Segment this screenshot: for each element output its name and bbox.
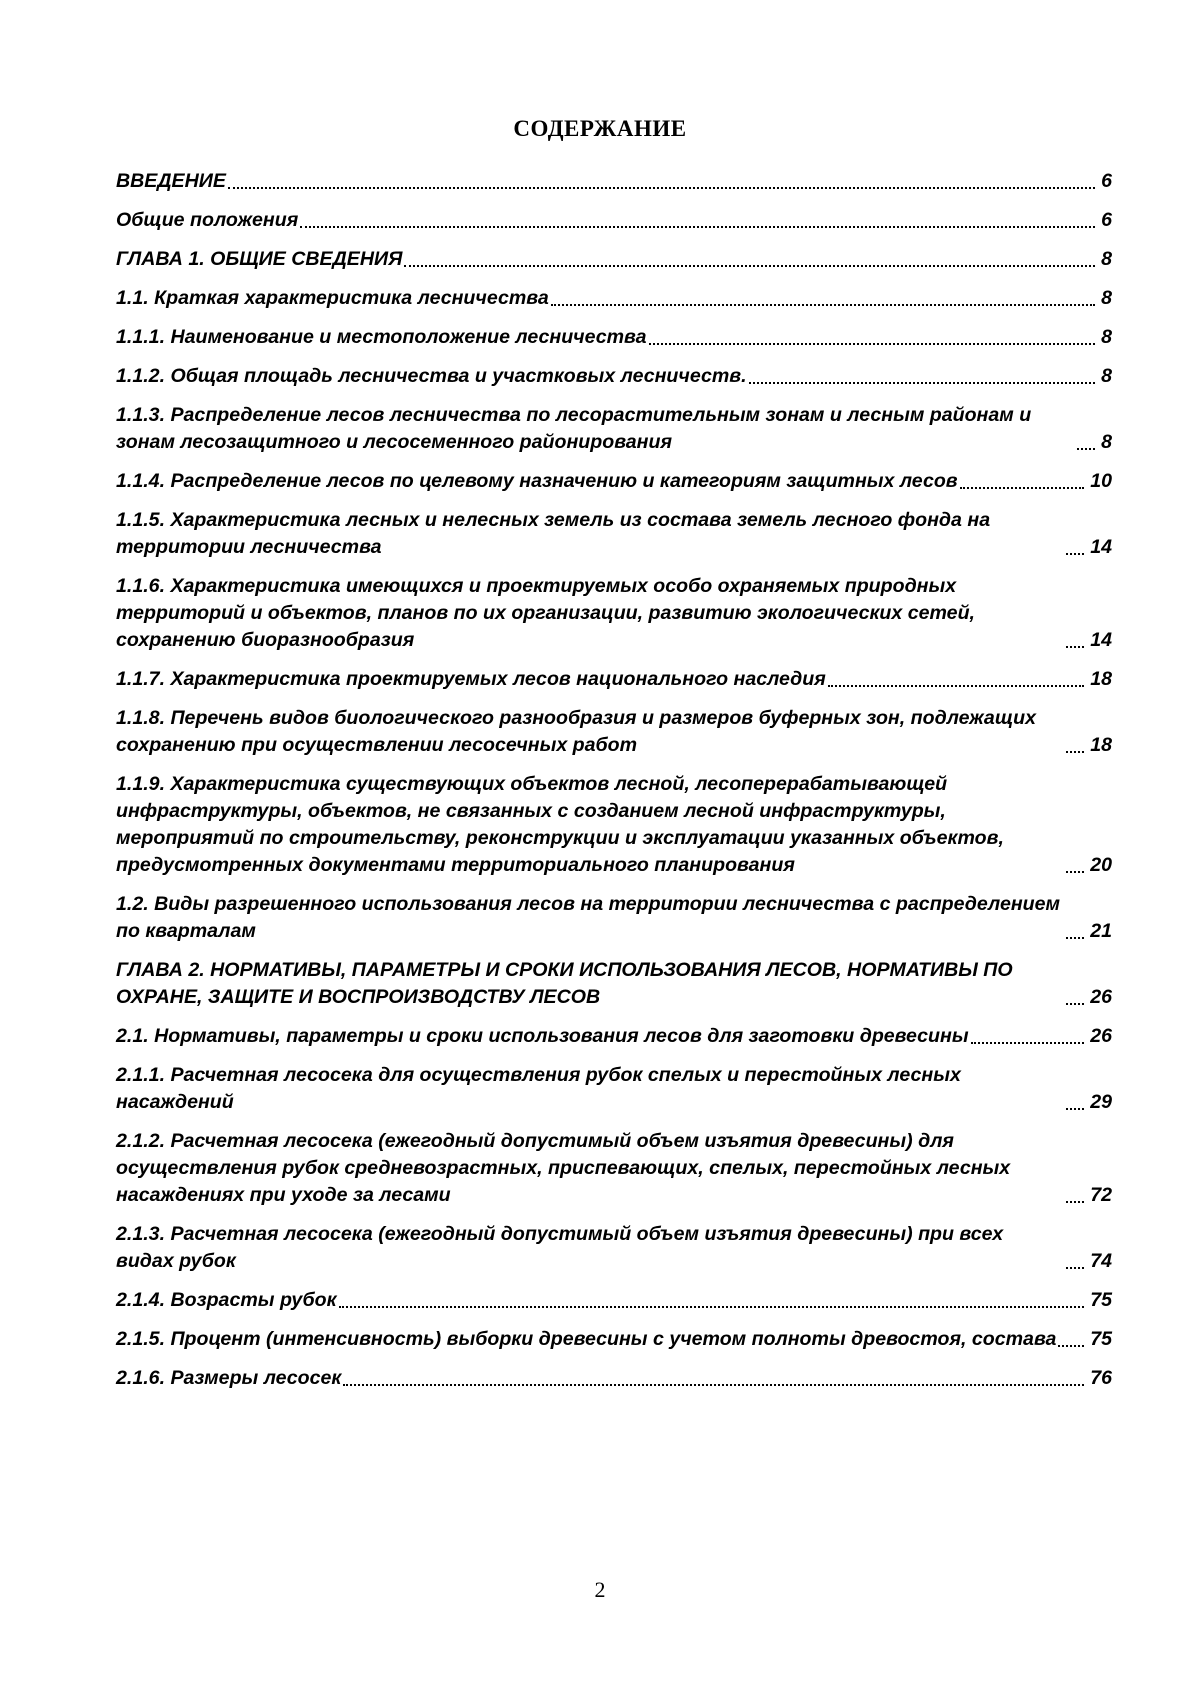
toc-entry[interactable]: [116, 207, 1112, 234]
toc-entry-page: 75: [1090, 1289, 1112, 1311]
toc-entry[interactable]: [116, 1023, 1112, 1050]
toc-entry-text: 1.1.3. Распределение лесов лесничества по лесорастительным зонам и лесным районам и зонам лесозащитного и лесосеменного районирования: [116, 404, 1032, 453]
toc-dot-leader: [1066, 1003, 1084, 1005]
toc-dot-leader: [1066, 553, 1084, 555]
toc-entry[interactable]: [116, 705, 1112, 759]
toc-entry[interactable]: [116, 285, 1112, 312]
toc-entry-text: 1.1. Краткая характеристика лесничества: [116, 287, 549, 309]
toc-entry-text: 1.1.8. Перечень видов биологического разнообразия и размеров буферных зон, подлежащих сохранению при осуществлении лесосечных работ: [116, 707, 1037, 756]
toc-entry-page: 6: [1101, 209, 1112, 231]
toc-entry[interactable]: [116, 1365, 1112, 1392]
table-of-contents: [116, 168, 1112, 1392]
toc-entry[interactable]: [116, 468, 1112, 495]
toc-dot-leader: [1066, 937, 1084, 939]
toc-entry[interactable]: [116, 1326, 1112, 1353]
toc-dot-leader: [1066, 1201, 1084, 1203]
toc-entry-text: 2.1.4. Возрасты рубок: [116, 1289, 337, 1311]
toc-entry-page: 72: [1090, 1184, 1112, 1206]
toc-dot-leader: [1066, 871, 1084, 873]
toc-dot-leader: [300, 226, 1095, 228]
toc-entry-page: 76: [1090, 1367, 1112, 1389]
toc-entry-page: 8: [1101, 248, 1112, 270]
toc-entry-text: 1.2. Виды разрешенного использования лесов на территории лесничества с распределением по кварталам: [116, 893, 1061, 942]
toc-entry[interactable]: [116, 363, 1112, 390]
toc-entry-text: Общие положения: [116, 209, 299, 231]
toc-entry-page: 26: [1090, 1025, 1112, 1047]
toc-dot-leader: [1066, 751, 1084, 753]
toc-entry-page: 14: [1090, 629, 1112, 651]
toc-entry-text: ГЛАВА 2. НОРМАТИВЫ, ПАРАМЕТРЫ И СРОКИ ИСПОЛЬЗОВАНИЯ ЛЕСОВ, НОРМАТИВЫ ПО ОХРАНЕ, ЗАЩИТЕ И ВОСПРОИЗВОДСТВУ ЛЕСОВ: [116, 959, 1013, 1008]
toc-entry[interactable]: [116, 1128, 1112, 1209]
toc-dot-leader: [404, 265, 1095, 267]
toc-entry-page: 21: [1090, 920, 1112, 942]
toc-entry-page: 29: [1090, 1091, 1112, 1113]
toc-entry-page: 8: [1101, 287, 1112, 309]
toc-entry[interactable]: [116, 771, 1112, 879]
toc-entry-page: 14: [1090, 536, 1112, 558]
toc-entry[interactable]: [116, 891, 1112, 945]
toc-entry-page: 20: [1090, 854, 1112, 876]
toc-entry-page: 18: [1090, 734, 1112, 756]
toc-entry-page: 6: [1101, 170, 1112, 192]
toc-entry-text: ГЛАВА 1. ОБЩИЕ СВЕДЕНИЯ: [116, 248, 403, 270]
toc-entry-text: 1.1.5. Характеристика лесных и нелесных земель из состава земель лесного фонда на территории лесничества: [116, 509, 991, 558]
toc-entry[interactable]: [116, 957, 1112, 1011]
toc-entry-page: 8: [1101, 365, 1112, 387]
toc-entry[interactable]: [116, 666, 1112, 693]
toc-entry[interactable]: [116, 168, 1112, 195]
toc-dot-leader: [1077, 448, 1095, 450]
toc-entry-text: 2.1.1. Расчетная лесосека для осуществления рубок спелых и перестойных лесных насаждений: [116, 1064, 961, 1113]
toc-entry[interactable]: [116, 1287, 1112, 1314]
toc-entry[interactable]: [116, 1062, 1112, 1116]
toc-entry-text: 2.1.2. Расчетная лесосека (ежегодный допустимый объем изъятия древесины) для осуществления рубок средневозрастных, приспевающих, спелых, перестойных лесных насаждениях при уходе за лесами: [116, 1130, 1011, 1206]
toc-entry[interactable]: [116, 507, 1112, 561]
toc-entry-text: 1.1.2. Общая площадь лесничества и участковых лесничеств.: [116, 365, 747, 387]
toc-dot-leader: [828, 685, 1084, 687]
toc-entry-page: 75: [1090, 1328, 1112, 1350]
toc-entry[interactable]: [116, 573, 1112, 654]
toc-entry-page: 8: [1101, 431, 1112, 453]
toc-dot-leader: [1066, 646, 1084, 648]
toc-dot-leader: [960, 487, 1085, 489]
toc-dot-leader: [971, 1042, 1085, 1044]
toc-dot-leader: [228, 187, 1095, 189]
toc-dot-leader: [339, 1306, 1085, 1308]
toc-entry-page: 26: [1090, 986, 1112, 1008]
toc-entry-text: 1.1.4. Распределение лесов по целевому назначению и категориям защитных лесов: [116, 470, 958, 492]
toc-dot-leader: [649, 343, 1096, 345]
toc-entry-page: 18: [1090, 668, 1112, 690]
toc-entry-text: 2.1.6. Размеры лесосек: [116, 1367, 342, 1389]
toc-entry[interactable]: [116, 324, 1112, 351]
toc-entry-text: 2.1.3. Расчетная лесосека (ежегодный допустимый объем изъятия древесины) при всех видах рубок: [116, 1223, 1004, 1272]
toc-dot-leader: [343, 1384, 1084, 1386]
toc-entry-text: 1.1.9. Характеристика существующих объектов лесной, лесоперерабатывающей инфраструктуры, объектов, не связанных с созданием лесной инфраструктуры, мероприятий по строительству, реконструкции и эксплуатации указанных объектов, предусмотренных документами территориального планирования: [116, 773, 1004, 876]
toc-dot-leader: [1066, 1267, 1084, 1269]
page-number: 2: [594, 1577, 606, 1602]
toc-entry-text: 2.1.5. Процент (интенсивность) выборки древесины с учетом полноты древостоя, состава: [116, 1328, 1057, 1350]
toc-entry[interactable]: [116, 246, 1112, 273]
toc-entry-text: ВВЕДЕНИЕ: [116, 170, 226, 192]
toc-dot-leader: [1058, 1345, 1084, 1347]
toc-dot-leader: [1066, 1108, 1084, 1110]
toc-entry-page: 8: [1101, 326, 1112, 348]
toc-entry-text: 2.1. Нормативы, параметры и сроки использования лесов для заготовки древесины: [116, 1025, 969, 1047]
toc-entry-text: 1.1.6. Характеристика имеющихся и проектируемых особо охраняемых природных территорий и объектов, планов по их организации, развитию экологических сетей, сохранению биоразнообразия: [116, 575, 975, 651]
toc-entry-text: 1.1.1. Наименование и местоположение лесничества: [116, 326, 647, 348]
toc-dot-leader: [749, 382, 1096, 384]
toc-entry-text: 1.1.7. Характеристика проектируемых лесов национального наследия: [116, 668, 826, 690]
toc-entry-page: 74: [1090, 1250, 1112, 1272]
toc-entry[interactable]: [116, 1221, 1112, 1275]
toc-entry[interactable]: [116, 402, 1112, 456]
toc-dot-leader: [551, 304, 1095, 306]
toc-entry-page: 10: [1090, 470, 1112, 492]
page-title: СОДЕРЖАНИЕ: [513, 116, 687, 141]
